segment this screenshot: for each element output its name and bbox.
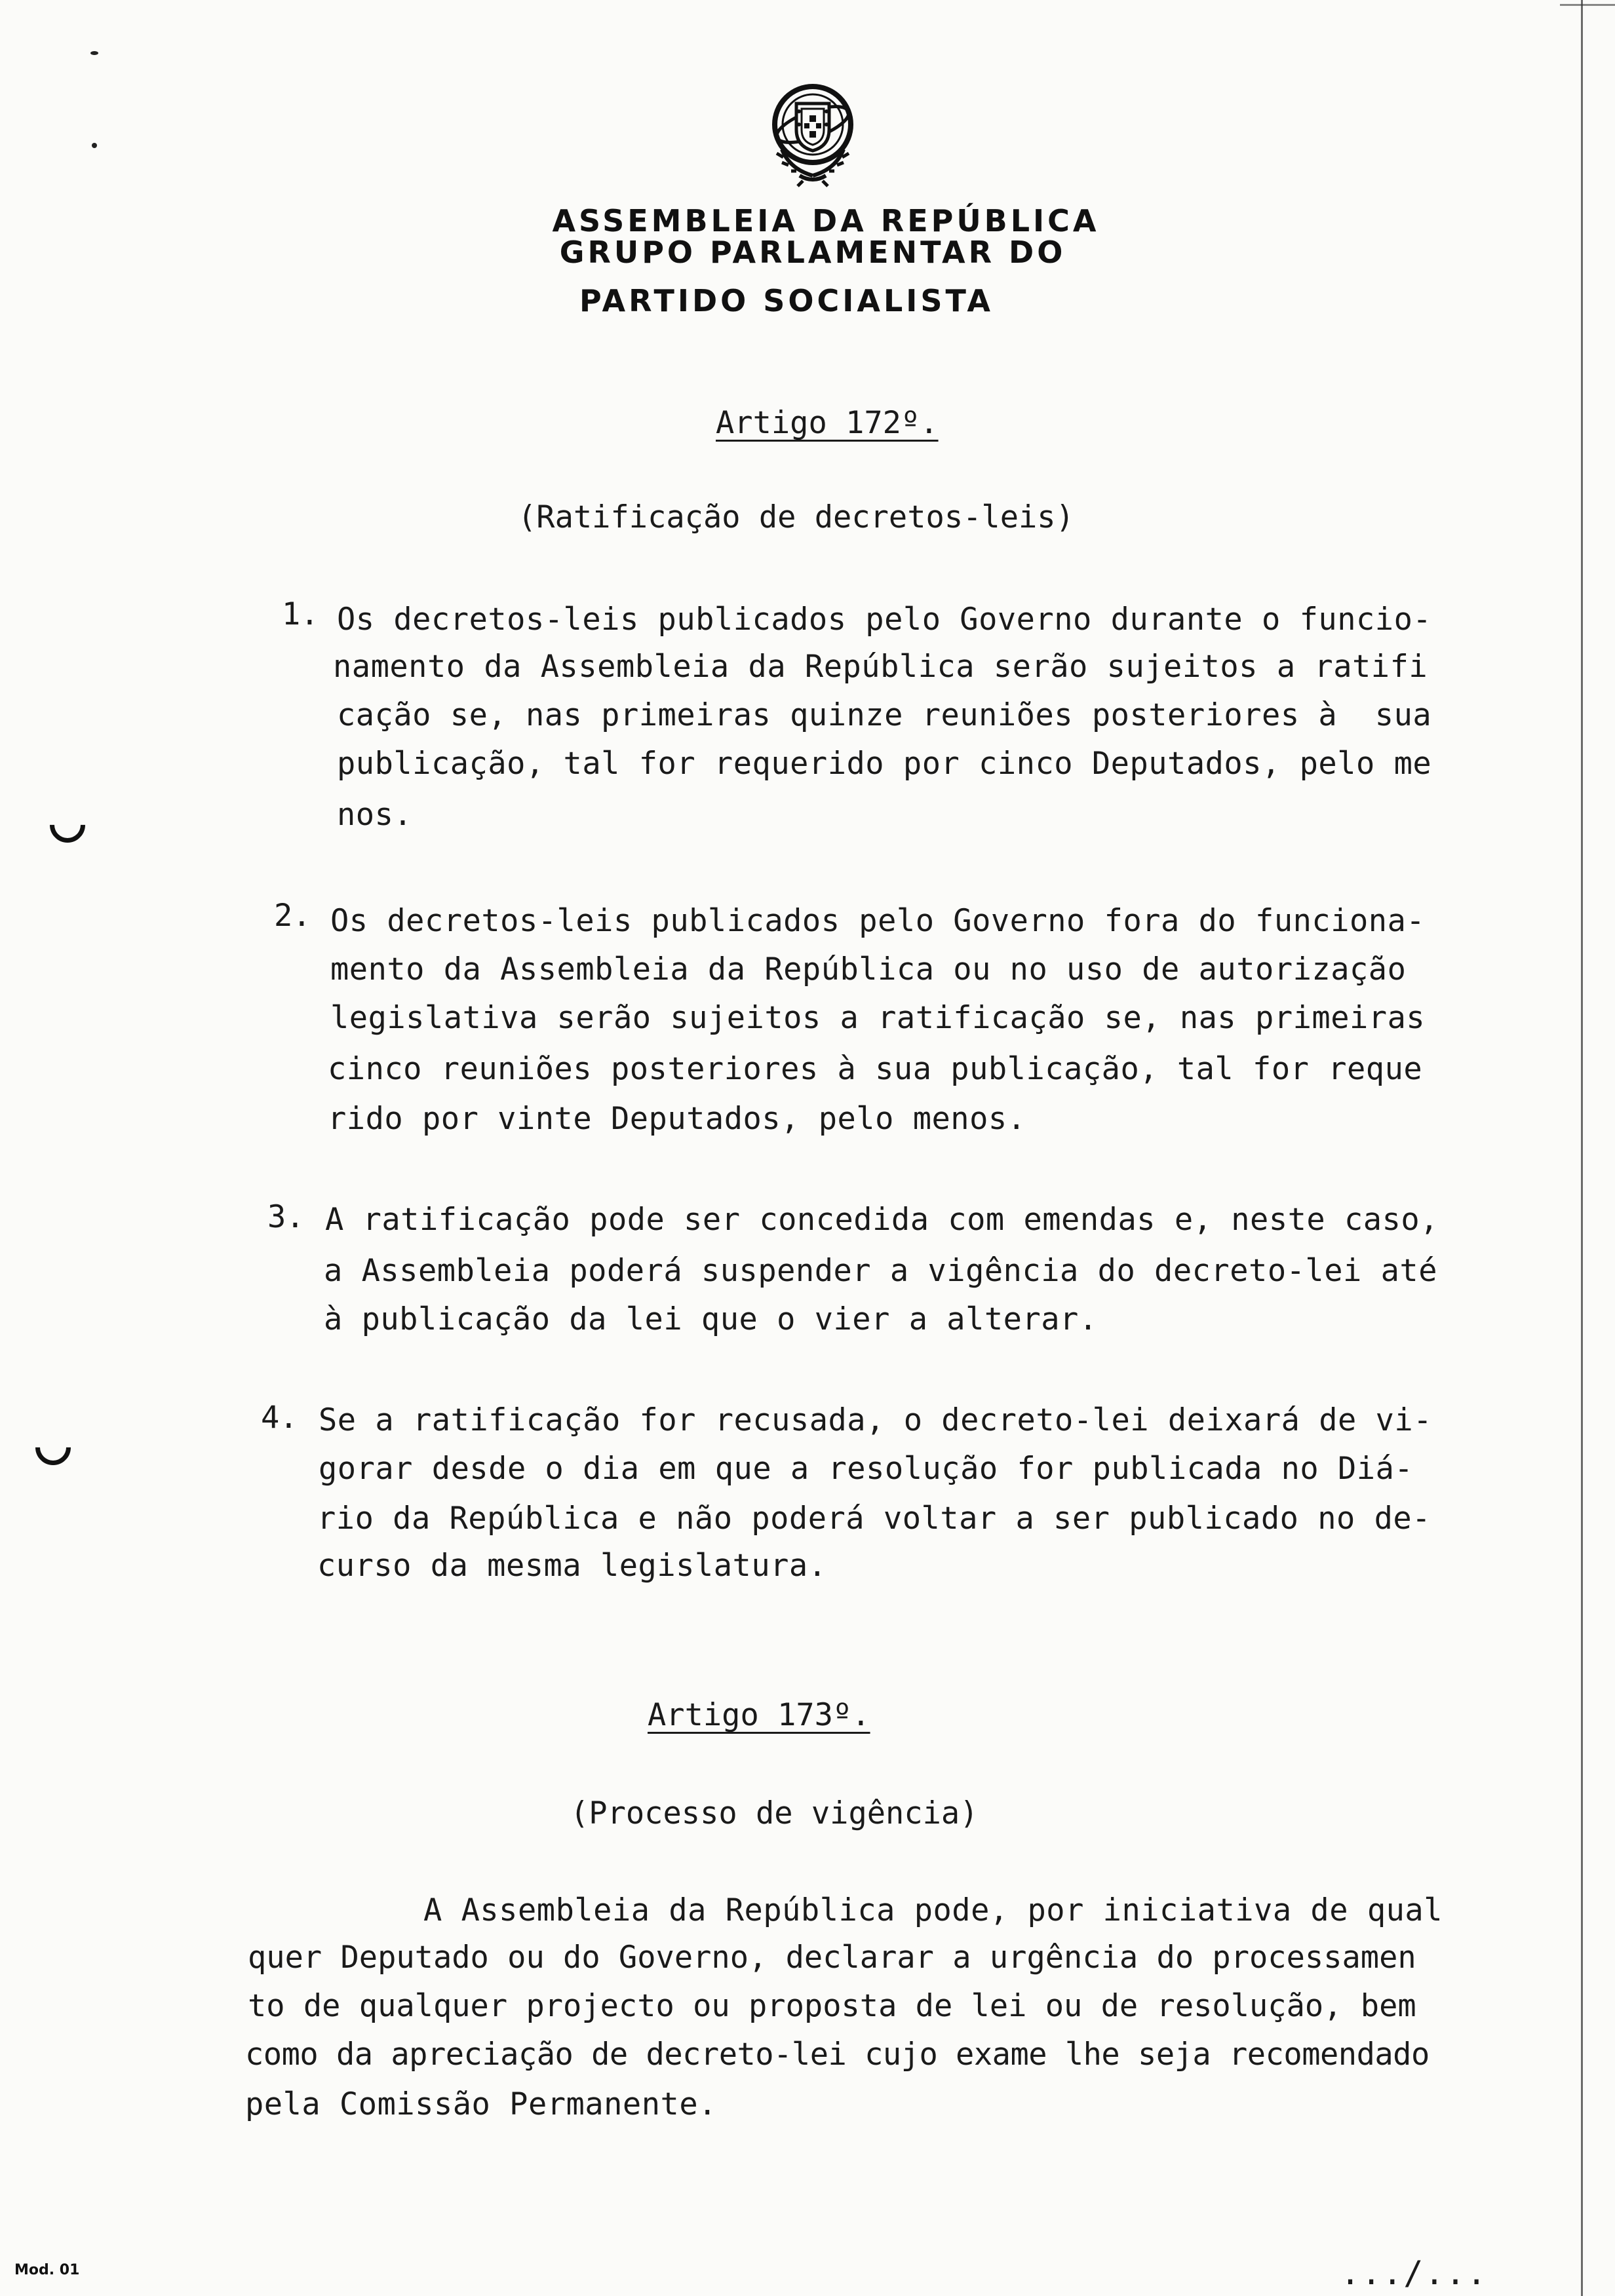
paragraph-line: a Assembleia poderá suspender a vigência do decreto-lei até — [324, 1253, 1437, 1289]
paragraph-line: curso da mesma legislatura. — [317, 1548, 827, 1584]
scan-edge-top — [1560, 4, 1615, 6]
binder-hole-mark — [43, 800, 92, 850]
paragraph-line: rio da República e não poderá voltar a ser publicado no de- — [317, 1501, 1431, 1537]
article-173-line: to de qualquer projecto ou proposta de lei ou de resolução, bem — [248, 1988, 1416, 2024]
header-party-name: PARTIDO SOCIALISTA — [579, 283, 994, 318]
paragraph-line: mento da Assembleia da República ou no uso de autorização — [330, 951, 1407, 987]
paragraph-line: cinco reuniões posteriores à sua publicação, tal for reque — [328, 1051, 1423, 1087]
header-assembly-name: ASSEMBLEIA DA REPÚBLICA — [552, 203, 1100, 239]
form-code: Mod. 01 — [14, 2262, 80, 2278]
article-173-line: A Assembleia da República pode, por iniciativa de qual — [423, 1892, 1443, 1928]
paragraph-number: 2. — [274, 898, 311, 934]
coat-of-arms-emblem — [764, 77, 862, 189]
paragraph-number: 1. — [282, 596, 319, 632]
paragraph-line: Os decretos-leis publicados pelo Governo fora do funciona- — [330, 903, 1426, 939]
paragraph-line: à publicação da lei que o vier a alterar. — [324, 1301, 1098, 1337]
paragraph-line: namento da Assembleia da República serão sujeitos a ratifi — [333, 649, 1428, 685]
paragraph-line: A ratificação pode ser concedida com emendas e, neste caso, — [325, 1202, 1439, 1238]
article-173-line: quer Deputado ou do Governo, declarar a urgência do processamen — [248, 1940, 1416, 1976]
paragraph-line: cação se, nas primeiras quinze reuniões posteriores à sua — [337, 697, 1432, 733]
article-172-subtitle: (Ratificação de decretos-leis) — [518, 499, 1074, 535]
header-parliamentary-group: GRUPO PARLAMENTAR DO — [559, 235, 1066, 270]
paragraph-line: publicação, tal for requerido por cinco Deputados, pelo me — [337, 746, 1432, 782]
scan-speck — [92, 143, 97, 148]
continuation-mark: .../... — [1340, 2254, 1488, 2292]
article-172-title: Artigo 172º. — [716, 405, 939, 441]
paragraph-number: 3. — [267, 1199, 305, 1235]
article-173-line: como da apreciação de decreto-lei cujo exame lhe seja recomendado — [245, 2037, 1430, 2073]
paragraph-line: Se a ratificação for recusada, o decreto-lei deixará de vi- — [319, 1402, 1432, 1438]
paragraph-line: rido por vinte Deputados, pelo menos. — [328, 1101, 1026, 1137]
scan-edge-line — [1581, 0, 1583, 2296]
paragraph-number: 4. — [261, 1400, 298, 1436]
article-173-line: pela Comissão Permanente. — [245, 2086, 717, 2122]
article-173-title: Artigo 173º. — [648, 1697, 870, 1733]
paragraph-line: nos. — [337, 797, 413, 833]
binder-hole-mark — [28, 1423, 78, 1472]
article-173-subtitle: (Processo de vigência) — [570, 1795, 979, 1831]
paragraph-line: legislativa serão sujeitos a ratificação se, nas primeiras — [330, 1000, 1426, 1036]
paragraph-line: gorar desde o dia em que a resolução for publicada no Diá- — [319, 1451, 1414, 1487]
paragraph-line: Os decretos-leis publicados pelo Governo durante o funcio- — [337, 602, 1432, 638]
scan-speck — [90, 51, 98, 55]
